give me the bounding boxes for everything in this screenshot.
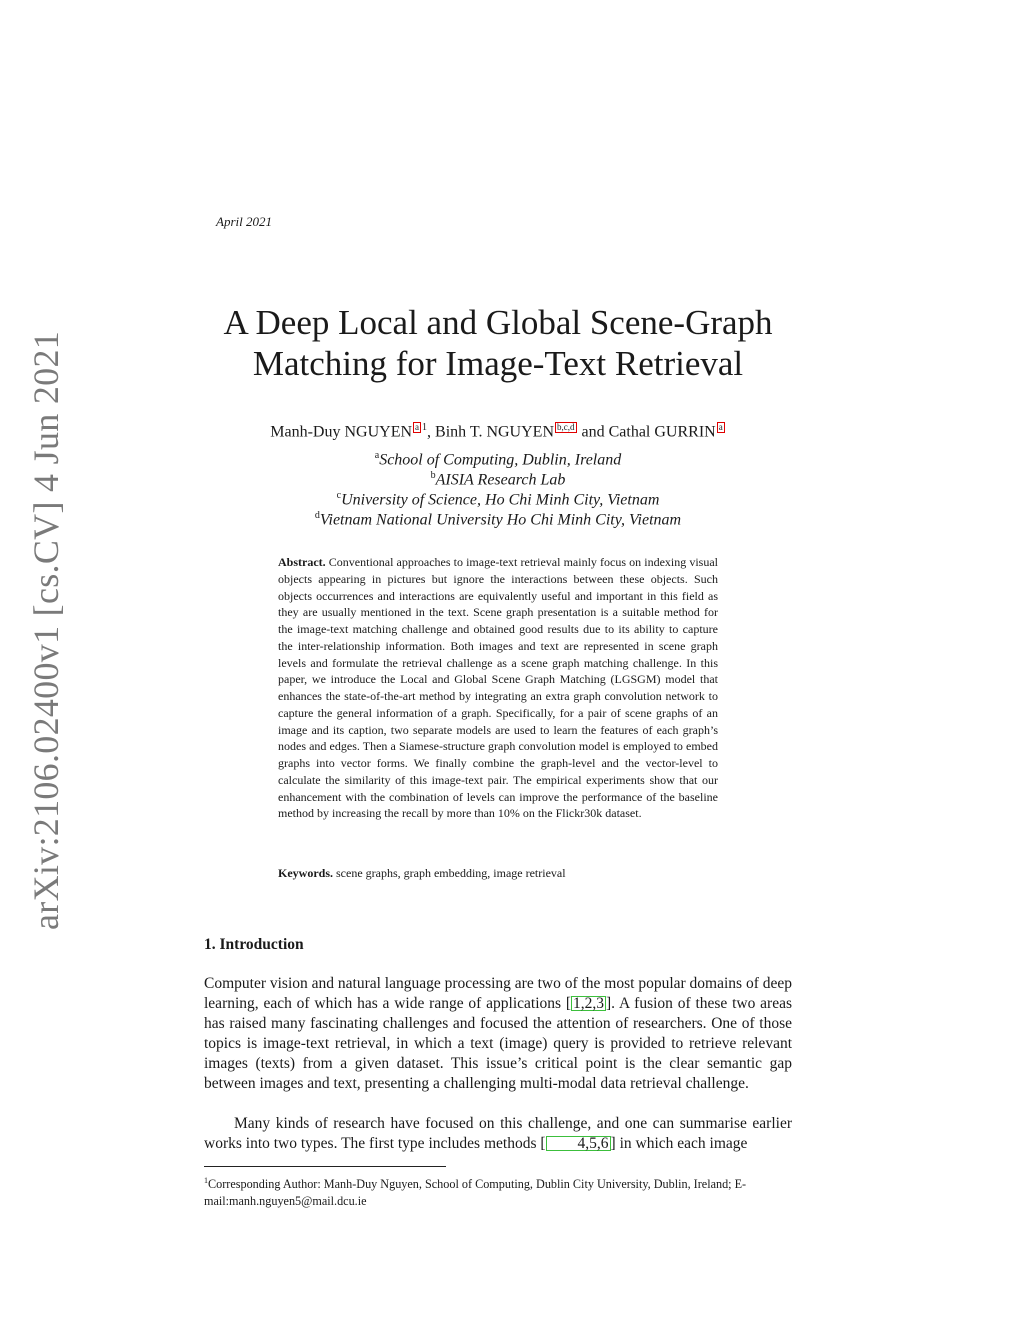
affiliation-text: AISIA Research Lab <box>435 471 566 489</box>
arxiv-stamp: arXiv:2106.02400v1 [cs.CV] 4 Jun 2021 <box>26 330 66 930</box>
affiliation-text: Vietnam National University Ho Chi Minh City, Vietnam <box>319 511 682 529</box>
author-separator: and <box>577 423 609 441</box>
abstract-text: Conventional approaches to image-text retrieval mainly focus on indexing visual objects appearing in pictures but ignore the interactions between these objects. Such objects occurrences and interactions are equivalently useful and important in this field as they are usually mentioned in the text. Scene graph presentation is a suitable method for the image-text matching challenge and obtained good results due to its ability to capture the inter-relationship information. Both images and text are represented in scene graph levels and formulate the retrieval challenge as a scene graph matching challenge. In this paper, we introduce the Local and Global Scene Graph Matching (LGSGM) model that enhances the state-of-the-art method by integrating an extra graph convolution network to capture the general information of a graph. Specifically, for a pair of scene graphs of an image and its caption, two separate models are used to learn the features of each graph’s nodes and edges. Then a Siamese-structure graph convolution model is employed to embed graphs into vector forms. We finally combine the graph-level and the vector-level to calculate the similarity of this image-text pair. The empirical experiments show that our enhancement with the combination of levels can improve the performance of the baseline method by increasing the recall by more than 10% on the Flickr30k dataset. <box>278 555 719 821</box>
keywords <box>278 866 718 881</box>
affiliation-mark: b <box>430 470 436 481</box>
affiliation-text: University of Science, Ho Chi Minh City, Vietnam <box>341 491 660 509</box>
paragraph-text: Computer vision and natural language processing are two of the most popular domains of deep learning, each of which has a wide range of applications [ <box>204 975 792 1012</box>
section-heading: 1. Introduction <box>204 936 304 953</box>
publication-date: April 2021 <box>216 214 272 229</box>
citation-link[interactable]: 4,5,6 <box>546 1136 611 1151</box>
affiliation <box>180 506 816 530</box>
citation-link[interactable]: 1,2,3 <box>573 995 605 1012</box>
footnote <box>204 1172 792 1210</box>
intro-paragraph <box>204 1114 792 1154</box>
paper-title <box>180 302 816 384</box>
footnote-rule <box>204 1166 446 1167</box>
author-name: Binh T. NGUYEN <box>435 423 554 441</box>
keywords-label: Keywords. <box>278 866 333 880</box>
affiliation-mark: c <box>336 490 342 501</box>
footnote-mark[interactable]: 1 <box>422 422 428 433</box>
author-name: Manh-Duy NGUYEN <box>270 423 413 441</box>
paragraph-text: ] in which each image <box>610 1135 748 1152</box>
affiliation-link[interactable]: b,c,d <box>557 422 575 433</box>
title-line-2: Matching for Image-Text Retrieval <box>252 344 744 383</box>
affiliation-link[interactable]: a <box>415 422 420 433</box>
affiliation-mark: a <box>374 450 380 461</box>
footnote-mark: 1 <box>204 1176 208 1185</box>
keywords-text: scene graphs, graph embedding, image retrieval <box>336 866 566 880</box>
paragraph-text: ]. A fusion of these two areas has raised many fascinating challenges and focused the attention of researchers. One of those topics is image-text retrieval, in which a text (image) query is provided to retrieve relevant images (texts) from a given dataset. This issue’s critical point is the clear semantic gap between images and text, presenting a challenging multi-modal data retrieval challenge. <box>204 995 792 1092</box>
abstract <box>278 554 718 822</box>
paragraph-text: Many kinds of research have focused on this challenge, and one can summarise earlier works into two types. The first type includes methods [ <box>204 1115 792 1152</box>
author-name: Cathal GURRIN <box>608 423 716 441</box>
affiliation-link[interactable]: a <box>718 422 723 433</box>
footnote-text: Corresponding Author: Manh-Duy Nguyen, School of Computing, Dublin City University, Dublin, Ireland; E-mail:manh.nguyen5@mail.dcu.ie <box>204 1177 747 1209</box>
affiliation-text: School of Computing, Dublin, Ireland <box>379 451 622 469</box>
abstract-label: Abstract. <box>278 555 326 569</box>
intro-paragraph <box>204 974 792 1094</box>
title-line-1: A Deep Local and Global Scene-Graph <box>223 303 773 342</box>
author-list <box>180 422 816 441</box>
author-separator: , <box>427 423 436 441</box>
affiliation-mark: d <box>314 510 320 521</box>
